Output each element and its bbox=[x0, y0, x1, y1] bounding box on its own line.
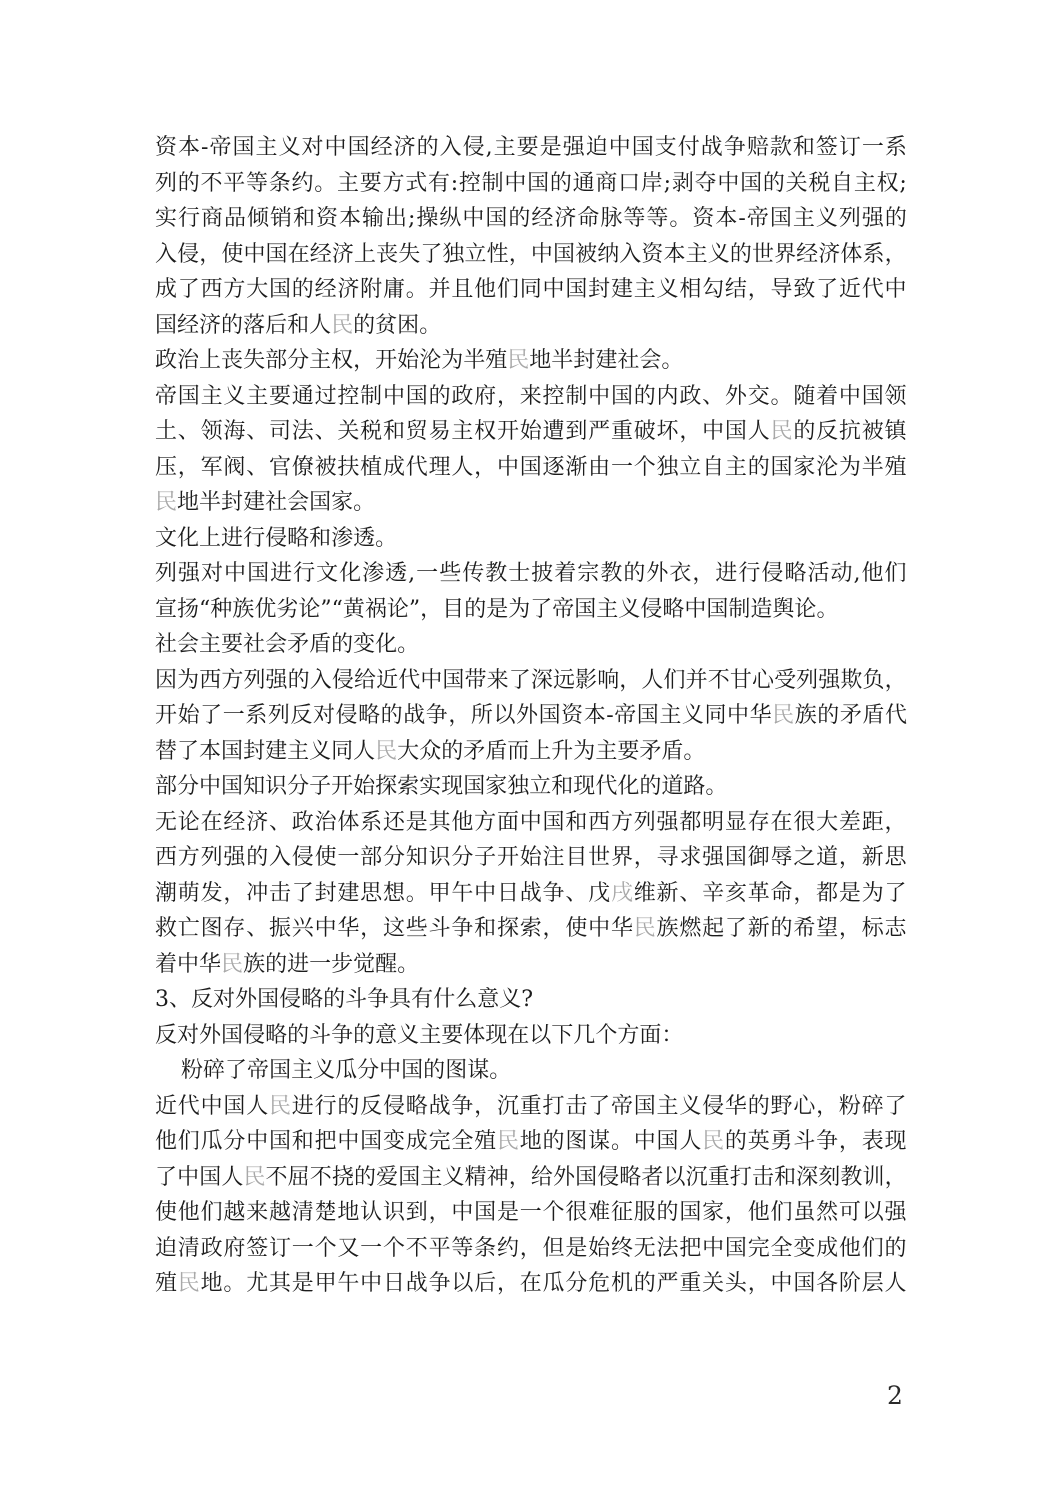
text-line: 殖民地。尤其是甲午中日战争以后，在瓜分危机的严重关头，中国各阶层人 bbox=[155, 1271, 907, 1296]
text-line: 部分中国知识分子开始探索实现国家独立和现代化的道路。 bbox=[155, 774, 728, 799]
text-line: 替了本国封建主义同人民大众的矛盾而上升为主要矛盾。 bbox=[155, 738, 706, 764]
text-line: 因为西方列强的入侵给近代中国带来了深远影响，人们并不甘心受列强欺负， bbox=[155, 667, 907, 693]
substituted-glyph: 民 bbox=[221, 951, 244, 977]
text-line: 政治上丧失部分主权，开始沦为半殖民地半封建社会。 bbox=[155, 348, 684, 373]
text-line: 宣扬“种族优劣论”“黄祸论”，目的是为了帝国主义侵略中国制造舆论。 bbox=[155, 596, 839, 622]
text-line: 列的不平等条约。主要方式有:控制中国的通商口岸;剥夺中国的关税自主权; bbox=[155, 170, 907, 196]
text-line: 开始了一系列反对侵略的战争，所以外国资本-帝国主义同中华民族的矛盾代 bbox=[155, 703, 907, 728]
substituted-glyph: 民 bbox=[507, 348, 530, 373]
text-line: 粉碎了帝国主义瓜分中国的图谋。 bbox=[181, 1058, 512, 1083]
text-line: 资本-帝国主义对中国经济的入侵,主要是强迫中国支付战争赔款和签订一系 bbox=[155, 135, 907, 160]
text-line: 文化上进行侵略和渗透。 bbox=[155, 525, 398, 551]
substituted-glyph: 民 bbox=[155, 490, 178, 515]
substituted-glyph: 民 bbox=[177, 1271, 201, 1296]
substituted-glyph: 民 bbox=[496, 1129, 520, 1154]
document-body bbox=[155, 130, 907, 1302]
text-line: 入侵，使中国在经济上丧失了独立性，中国被纳入资本主义的世界经济体系， bbox=[155, 241, 907, 267]
text-line: 近代中国人民进行的反侵略战争，沉重打击了帝国主义侵华的野心，粉碎了 bbox=[155, 1093, 907, 1119]
substituted-glyph: 民 bbox=[772, 703, 795, 728]
substituted-glyph: 民 bbox=[702, 1129, 725, 1154]
text-line: 潮萌发，冲击了封建思想。甲午中日战争、戊戌维新、辛亥革命，都是为了 bbox=[155, 880, 907, 906]
text-line: 压，军阀、官僚被扶植成代理人，中国逐渐由一个独立自主的国家沦为半殖 bbox=[155, 454, 907, 480]
text-line: 成了西方大国的经济附庸。并且他们同中国封建主义相勾结，导致了近代中 bbox=[155, 277, 907, 302]
substituted-glyph: 民 bbox=[770, 419, 794, 444]
text-line: 民地半封建社会国家。 bbox=[155, 490, 376, 515]
text-line: 土、领海、司法、关税和贸易主权开始遭到严重破坏，中国人民的反抗被镇 bbox=[155, 419, 907, 444]
text-line: 救亡图存、振兴中华，这些斗争和探索，使中华民族燃起了新的希望，标志 bbox=[155, 916, 907, 941]
text-line: 使他们越来越清楚地认识到，中国是一个很难征服的国家，他们虽然可以强 bbox=[155, 1200, 907, 1225]
text-line: 反对外国侵略的斗争的意义主要体现在以下几个方面： bbox=[155, 1022, 684, 1048]
text-line: 无论在经济、政治体系还是其他方面中国和西方列强都明显存在很大差距， bbox=[155, 809, 907, 835]
text-line: 着中华民族的进一步觉醒。 bbox=[155, 951, 420, 977]
substituted-glyph: 民 bbox=[268, 1093, 292, 1119]
page-number: 2 bbox=[887, 1381, 903, 1410]
text-line: 社会主要社会矛盾的变化。 bbox=[155, 632, 420, 657]
text-line: 国经济的落后和人民的贫困。 bbox=[155, 312, 442, 338]
substituted-glyph: 民 bbox=[331, 312, 354, 338]
text-line: 实行商品倾销和资本输出;操纵中国的经济命脉等等。资本-帝国主义列强的 bbox=[155, 206, 907, 231]
text-line: 迫清政府签订一个又一个不平等条约，但是始终无法把中国完全变成他们的 bbox=[155, 1235, 907, 1261]
substituted-glyph: 民 bbox=[633, 916, 657, 941]
text-line: 列强对中国进行文化渗透,一些传教士披着宗教的外衣，进行侵略活动,他们 bbox=[155, 561, 907, 586]
substituted-glyph: 民 bbox=[375, 738, 398, 764]
text-line: 他们瓜分中国和把中国变成完全殖民地的图谋。中国人民的英勇斗争，表现 bbox=[155, 1129, 907, 1154]
text-line: 西方列强的入侵使一部分知识分子开始注目世界，寻求强国御辱之道，新思 bbox=[155, 845, 907, 870]
substituted-glyph: 戌 bbox=[610, 880, 634, 906]
substituted-glyph: 民 bbox=[243, 1164, 266, 1190]
text-line: 帝国主义主要通过控制中国的政府，来控制中国的内政、外交。随着中国领 bbox=[155, 383, 907, 409]
text-line: 了中国人民不屈不挠的爱国主义精神，给外国侵略者以沉重打击和深刻教训， bbox=[155, 1164, 907, 1190]
text-line: 3、反对外国侵略的斗争具有什么意义? bbox=[155, 987, 534, 1012]
